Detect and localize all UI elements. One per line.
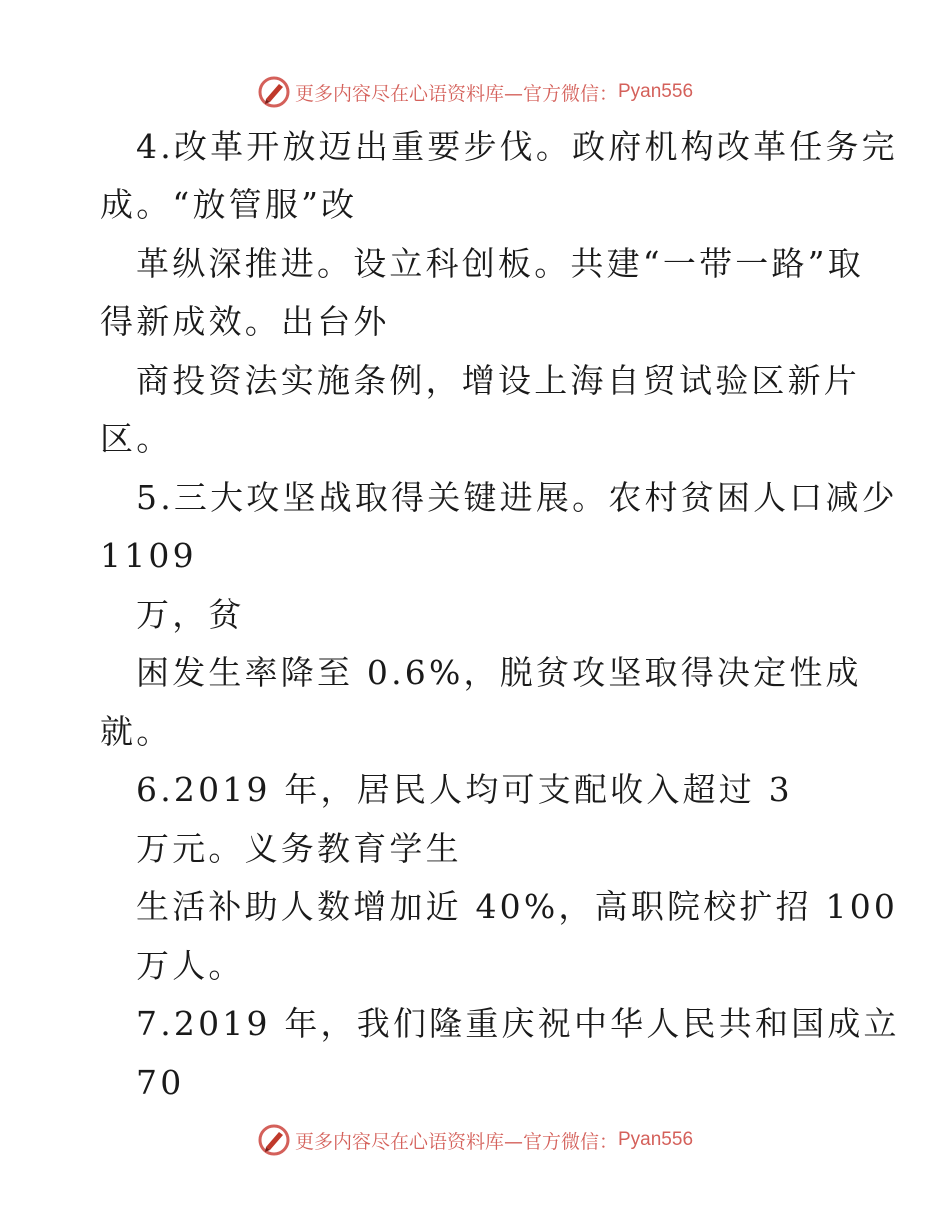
text-line: 困发生率降至 0.6%，脱贫攻坚取得决定性成 (136, 653, 862, 692)
footer-watermark-id: Pyan556 (618, 1129, 694, 1150)
footer-watermark-text: 更多内容尽在心语资料库—官方微信： (294, 1130, 618, 1153)
footer-watermark (0, 1120, 950, 1160)
text-line: 成。“放管服”改 (100, 185, 358, 224)
header-watermark-id: Pyan556 (618, 81, 694, 102)
text-line: 万人。 (136, 946, 245, 985)
text-line: 区。 (100, 419, 173, 458)
text-line: 1109 (100, 536, 197, 575)
text-line: 4.改革开放迈出重要步伐。政府机构改革任务完 (136, 127, 898, 166)
pen-logo-icon (257, 75, 291, 109)
text-line: 商投资法实施条例，增设上海自贸试验区新片 (136, 361, 860, 400)
text-line: 70 (136, 1063, 185, 1102)
text-line: 万元。义务教育学生 (136, 829, 462, 868)
text-line: 革纵深推进。设立科创板。共建“一带一路”取 (136, 244, 864, 283)
text-line: 生活补助人数增加近 40%，高职院校扩招 100 (136, 887, 899, 926)
text-line: 6.2019 年，居民人均可支配收入超过 3 (136, 770, 793, 809)
header-watermark-text: 更多内容尽在心语资料库—官方微信： (294, 82, 618, 105)
text-line: 得新成效。出台外 (100, 302, 390, 341)
text-line: 5.三大攻坚战取得关键进展。农村贫困人口减少 (136, 478, 898, 517)
text-line: 万，贫 (136, 595, 245, 634)
header-watermark (0, 72, 950, 112)
text-line: 7.2019 年，我们隆重庆祝中华人民共和国成立 (136, 1004, 900, 1043)
text-line: 就。 (100, 712, 173, 751)
pen-logo-icon (257, 1123, 291, 1157)
